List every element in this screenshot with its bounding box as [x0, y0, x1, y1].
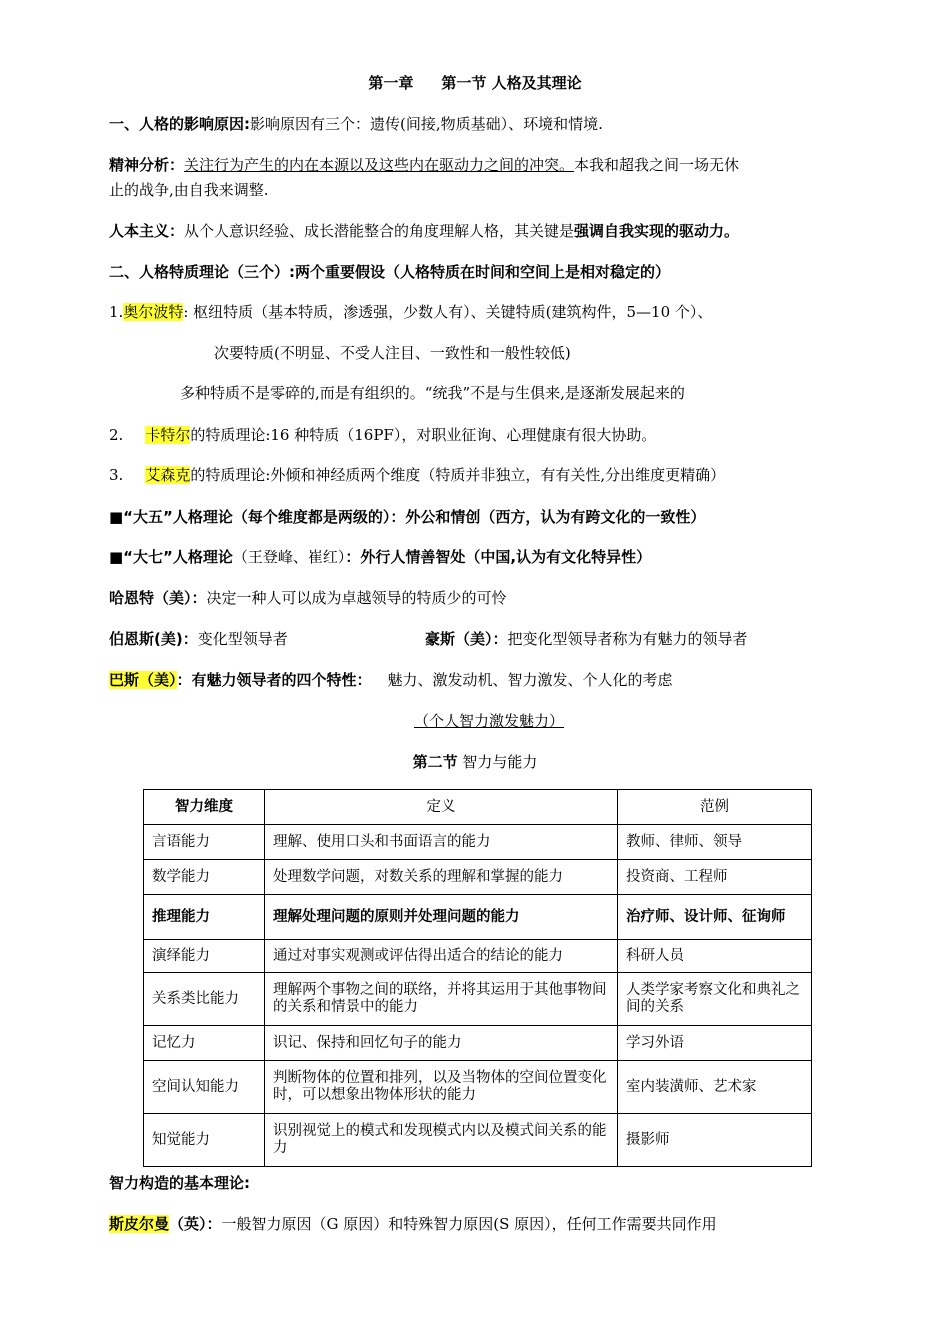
humanism-text: 从个人意识经验、成长潜能整合的角度理解人格，其关键是	[184, 222, 575, 240]
paragraph-humanism	[109, 221, 739, 241]
psychoanalysis-label: 精神分析：	[109, 156, 185, 174]
table-row	[144, 1026, 812, 1061]
table-cell: 摄影师	[618, 1114, 812, 1167]
table-cell: 数学能力	[144, 860, 265, 895]
table-header: 定义	[265, 790, 618, 825]
big-seven-line	[109, 547, 651, 567]
big-seven-tail: ：外行人情善智处（中国,认为有文化特异性）	[345, 548, 652, 566]
structure-theory-heading: 智力构造的基本理论:	[109, 1174, 250, 1192]
influence-text: 影响原因有三个：遗传(间接,物质基础）、环境和情境.	[250, 115, 603, 133]
humanism-label: 人本主义：	[109, 222, 185, 240]
section2-bold: 第二节	[412, 753, 458, 771]
table-header-row	[144, 790, 812, 825]
bass-label: ：有魅力领导者的四个特性：	[176, 671, 372, 689]
big-five-line: ■“大五”人格理论（每个维度都是两级的）：外公和情创（西方，认为有跨文化的一致性）	[109, 508, 706, 526]
bass-text: 魅力、激发动机、智力激发、个人化的考虑	[387, 671, 673, 689]
house-label: 豪斯（美）：	[425, 630, 508, 648]
section2-title	[0, 752, 950, 772]
table-row	[144, 940, 812, 973]
big-seven-head: ■“大七”人格理论	[109, 548, 233, 566]
influence-label: 一、人格的影响原因:	[109, 115, 250, 133]
table-cell: 推理能力	[144, 895, 265, 940]
cattell-num: 2.	[109, 426, 124, 444]
eysenck-text: 的特质理论:外倾和神经质两个维度（特质并非独立，有有关性,分出维度更精确）	[190, 466, 726, 484]
allport-num: 1.	[109, 303, 124, 321]
allport-line	[109, 302, 712, 322]
table-row	[144, 825, 812, 860]
table-cell: 言语能力	[144, 825, 265, 860]
hunt-label: 哈恩特（美）：	[109, 589, 207, 607]
table-header: 范例	[618, 790, 812, 825]
table-cell: 理解处理问题的原则并处理问题的能力	[265, 895, 618, 940]
eysenck-name: 艾森克	[145, 466, 191, 484]
chapter-label: 第一章	[368, 74, 414, 92]
spearman-text: 一般智力原因（G 原因）和特殊智力原因(S 原因），任何工作需要共同作用	[221, 1215, 717, 1233]
house-text: 把变化型领导者称为有魅力的领导者	[507, 630, 748, 648]
section-label: 第一节 人格及其理论	[441, 74, 582, 92]
cattell-text: 的特质理论:16 种特质（16PF），对职业征询、心理健康有很大协助。	[190, 426, 657, 444]
intelligence-table	[143, 789, 812, 1167]
house-line	[109, 588, 507, 608]
bass-line	[109, 670, 673, 690]
hunt-text: 决定一种人可以成为卓越领导的特质少的可怜	[206, 589, 507, 607]
psychoanalysis-rest: 本我和超我之间一场无休	[574, 156, 740, 174]
allport-text: : 枢纽特质（基本特质，渗透强，少数人有）、关键特质(建筑构件，5—10 个）、	[183, 303, 713, 321]
table-cell: 空间认知能力	[144, 1061, 265, 1114]
section2-text: 智力与能力	[457, 753, 538, 771]
table-cell: 处理数学问题，对数关系的理解和掌握的能力	[265, 860, 618, 895]
bass-name: 巴斯（美）	[109, 671, 177, 689]
eysenck-line	[109, 465, 725, 485]
trait-theory-heading: 二、人格特质理论（三个）:两个重要假设（人格特质在时间和空间上是相对稳定的）	[109, 263, 671, 281]
paragraph-influence	[109, 114, 603, 134]
big-seven-authors: （王登峰、崔红）	[232, 548, 346, 566]
spearman-label: （英）：	[169, 1215, 222, 1233]
table-cell: 判断物体的位置和排列，以及当物体的空间位置变化时，可以想象出物体形状的能力	[265, 1061, 618, 1114]
table-cell: 识记、保持和回忆句子的能力	[265, 1026, 618, 1061]
burns-text: 变化型领导者	[197, 630, 288, 648]
burns-line	[109, 629, 288, 649]
burns-label: 伯恩斯(美)：	[109, 630, 198, 648]
table-cell: 理解两个事物之间的联络，并将其运用于其他事物间的关系和情景中的能力	[265, 973, 618, 1026]
psychoanalysis-line2: 止的战争,由自我来调整.	[109, 181, 269, 199]
table-row	[144, 973, 812, 1026]
table-cell: 学习外语	[618, 1026, 812, 1061]
humanism-bold: 强调自我实现的驱动力。	[574, 222, 740, 240]
page-title	[0, 73, 950, 93]
cattell-name: 卡特尔	[145, 426, 191, 444]
house-line2	[425, 629, 748, 649]
table-cell: 室内装潢师、艺术家	[618, 1061, 812, 1114]
table-cell: 人类学家考察文化和典礼之间的关系	[618, 973, 812, 1026]
psychoanalysis-underlined: 关注行为产生的内在本源以及这些内在驱动力之间的冲突。	[184, 156, 575, 174]
allport-line2: 次要特质(不明显、不受人注目、一致性和一般性较低)	[214, 344, 571, 362]
bass-mnemonic: （个人智力激发魅力）	[414, 712, 565, 730]
table-cell: 治疗师、设计师、征询师	[618, 895, 812, 940]
table-row	[144, 1114, 812, 1167]
table-cell: 理解、使用口头和书面语言的能力	[265, 825, 618, 860]
table-cell: 投资商、工程师	[618, 860, 812, 895]
paragraph-psychoanalysis	[109, 155, 739, 175]
table-cell: 教师、律师、领导	[618, 825, 812, 860]
table-cell: 关系类比能力	[144, 973, 265, 1026]
eysenck-num: 3.	[109, 466, 124, 484]
table-cell: 演绎能力	[144, 940, 265, 973]
table-cell: 识别视觉上的模式和发现模式内以及模式间关系的能力	[265, 1114, 618, 1167]
cattell-line	[109, 425, 656, 445]
allport-name: 奥尔波特	[123, 303, 184, 321]
table-row	[144, 1061, 812, 1114]
table-row	[144, 860, 812, 895]
table-header: 智力维度	[144, 790, 265, 825]
table-cell: 记忆力	[144, 1026, 265, 1061]
spearman-line	[109, 1214, 717, 1234]
table-cell: 知觉能力	[144, 1114, 265, 1167]
spearman-name: 斯皮尔曼	[109, 1215, 170, 1233]
table-cell: 通过对事实观测或评估得出适合的结论的能力	[265, 940, 618, 973]
allport-line3: 多种特质不是零碎的,而是有组织的。“统我”不是与生俱来,是逐渐发展起来的	[180, 384, 685, 402]
table-cell: 科研人员	[618, 940, 812, 973]
table-row	[144, 895, 812, 940]
